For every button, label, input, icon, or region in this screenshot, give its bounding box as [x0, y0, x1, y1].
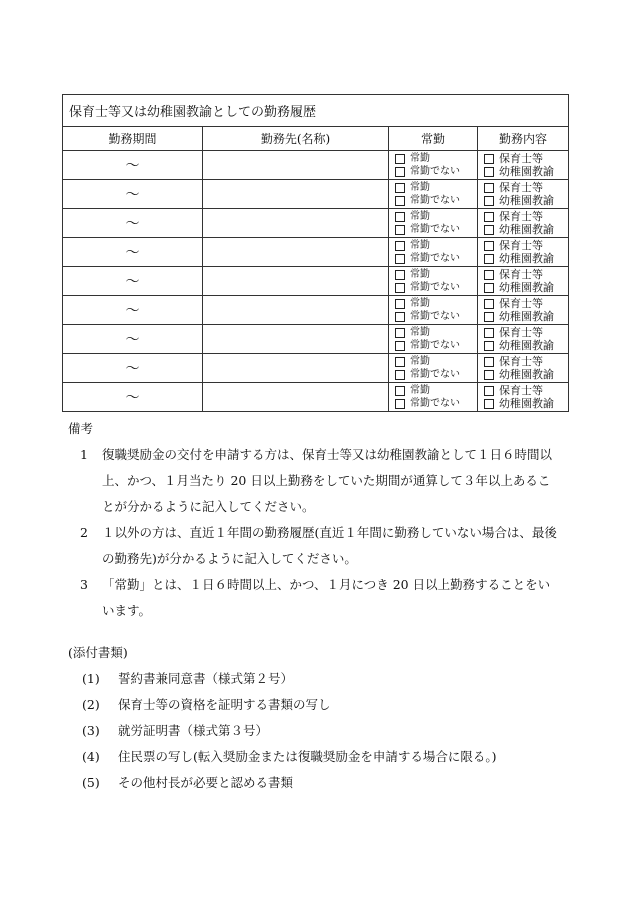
- work-content-option-label: 保育士等: [499, 181, 543, 194]
- checkbox-icon[interactable]: [484, 370, 494, 380]
- attachment-text: 保育士等の資格を証明する書類の写し: [118, 697, 331, 712]
- fulltime-cell: [389, 325, 478, 354]
- fulltime-option[interactable]: [395, 310, 477, 323]
- table-title: 保育士等又は幼稚園教諭としての勤務履歴: [63, 95, 569, 127]
- fulltime-option-label: 常勤: [410, 298, 430, 309]
- note-item: [62, 442, 562, 520]
- header-work-content: 勤務内容: [478, 127, 569, 151]
- work-content-option-label: 幼稚園教諭: [499, 368, 554, 381]
- checkbox-icon[interactable]: [395, 225, 405, 235]
- checkbox-icon[interactable]: [395, 270, 405, 280]
- work-content-option[interactable]: [484, 281, 568, 294]
- checkbox-icon[interactable]: [484, 328, 494, 338]
- period-cell[interactable]: ～: [63, 296, 203, 325]
- fulltime-option[interactable]: [395, 210, 477, 223]
- checkbox-icon[interactable]: [395, 312, 405, 322]
- fulltime-option-label: 常勤でない: [410, 311, 460, 322]
- employer-cell[interactable]: [203, 325, 389, 354]
- table-row: [63, 354, 569, 383]
- employer-cell[interactable]: [203, 209, 389, 238]
- work-content-cell: [478, 180, 569, 209]
- fulltime-cell: [389, 238, 478, 267]
- note-text: １以外の方は、直近１年間の勤務履歴(直近１年間に勤務していない場合は、最後の勤務先)が分かるように記入してください。: [102, 525, 557, 566]
- work-content-cell: [478, 238, 569, 267]
- fulltime-option[interactable]: [395, 268, 477, 281]
- attachment-item: [68, 744, 558, 770]
- table-row: [63, 267, 569, 296]
- checkbox-icon[interactable]: [395, 357, 405, 367]
- header-period: 勤務期間: [63, 127, 203, 151]
- checkbox-icon[interactable]: [395, 370, 405, 380]
- table-header-row: [63, 127, 569, 151]
- checkbox-icon[interactable]: [484, 241, 494, 251]
- checkbox-icon[interactable]: [395, 328, 405, 338]
- attachment-number: (4): [82, 749, 100, 764]
- fulltime-option[interactable]: [395, 326, 477, 339]
- fulltime-cell: [389, 151, 478, 180]
- work-content-option[interactable]: [484, 181, 568, 194]
- note-item: [62, 520, 562, 572]
- attachment-number: (1): [82, 671, 100, 686]
- work-content-option-label: 幼稚園教諭: [499, 252, 554, 265]
- note-text: 「常勤」とは、１日６時間以上、かつ、１月につき 20 日以上勤務することをいいます。: [102, 577, 551, 618]
- fulltime-option-label: 常勤: [410, 327, 430, 338]
- fulltime-option[interactable]: [395, 194, 477, 207]
- checkbox-icon[interactable]: [395, 241, 405, 251]
- work-content-option-label: 幼稚園教諭: [499, 223, 554, 236]
- work-content-option[interactable]: [484, 368, 568, 381]
- period-cell[interactable]: ～: [63, 325, 203, 354]
- attachments-heading: (添付書類): [68, 645, 128, 660]
- work-content-option-label: 幼稚園教諭: [499, 339, 554, 352]
- fulltime-option[interactable]: [395, 339, 477, 352]
- checkbox-icon[interactable]: [484, 386, 494, 396]
- checkbox-icon[interactable]: [484, 270, 494, 280]
- checkbox-icon[interactable]: [484, 225, 494, 235]
- fulltime-option-label: 常勤: [410, 240, 430, 251]
- work-content-cell: [478, 209, 569, 238]
- period-cell[interactable]: ～: [63, 209, 203, 238]
- work-content-option[interactable]: [484, 297, 568, 310]
- work-content-option-label: 保育士等: [499, 268, 543, 281]
- work-content-option-label: 保育士等: [499, 239, 543, 252]
- work-content-cell: [478, 151, 569, 180]
- work-content-option[interactable]: [484, 384, 568, 397]
- period-cell[interactable]: ～: [63, 383, 203, 412]
- fulltime-option-label: 常勤: [410, 153, 430, 164]
- work-content-option-label: 保育士等: [499, 326, 543, 339]
- work-content-option-label: 保育士等: [499, 152, 543, 165]
- table-row: [63, 238, 569, 267]
- checkbox-icon[interactable]: [395, 167, 405, 177]
- table-row: [63, 180, 569, 209]
- fulltime-option-label: 常勤: [410, 211, 430, 222]
- attachment-number: (5): [82, 775, 100, 790]
- work-content-cell: [478, 267, 569, 296]
- work-content-option[interactable]: [484, 165, 568, 178]
- checkbox-icon[interactable]: [484, 167, 494, 177]
- fulltime-cell: [389, 180, 478, 209]
- fulltime-option[interactable]: [395, 239, 477, 252]
- attachment-item: [68, 692, 558, 718]
- work-content-option[interactable]: [484, 355, 568, 368]
- checkbox-icon[interactable]: [395, 154, 405, 164]
- checkbox-icon[interactable]: [484, 283, 494, 293]
- attachment-text: 誓約書兼同意書（様式第２号）: [118, 671, 294, 686]
- fulltime-option[interactable]: [395, 397, 477, 410]
- employer-cell[interactable]: [203, 180, 389, 209]
- fulltime-option-label: 常勤: [410, 356, 430, 367]
- checkbox-icon[interactable]: [395, 341, 405, 351]
- fulltime-option-label: 常勤でない: [410, 253, 460, 264]
- fulltime-option[interactable]: [395, 181, 477, 194]
- attachment-text: 就労証明書（様式第３号）: [118, 723, 269, 738]
- fulltime-option-label: 常勤でない: [410, 340, 460, 351]
- fulltime-option[interactable]: [395, 384, 477, 397]
- note-number: 1: [80, 447, 88, 462]
- fulltime-option[interactable]: [395, 223, 477, 236]
- checkbox-icon[interactable]: [484, 341, 494, 351]
- work-content-option[interactable]: [484, 152, 568, 165]
- fulltime-option-label: 常勤でない: [410, 224, 460, 235]
- work-content-option[interactable]: [484, 194, 568, 207]
- fulltime-option-label: 常勤でない: [410, 398, 460, 409]
- work-content-option-label: 幼稚園教諭: [499, 397, 554, 410]
- work-content-cell: [478, 296, 569, 325]
- work-content-cell: [478, 325, 569, 354]
- work-content-option-label: 幼稚園教諭: [499, 281, 554, 294]
- fulltime-option[interactable]: [395, 355, 477, 368]
- work-content-option-label: 幼稚園教諭: [499, 194, 554, 207]
- work-content-option-label: 幼稚園教諭: [499, 310, 554, 323]
- work-content-option[interactable]: [484, 223, 568, 236]
- checkbox-icon[interactable]: [395, 399, 405, 409]
- employer-cell[interactable]: [203, 238, 389, 267]
- table-row: [63, 325, 569, 354]
- work-content-option-label: 保育士等: [499, 210, 543, 223]
- work-content-cell: [478, 383, 569, 412]
- table-row: [63, 151, 569, 180]
- work-content-option[interactable]: [484, 252, 568, 265]
- period-cell[interactable]: ～: [63, 238, 203, 267]
- work-content-option[interactable]: [484, 397, 568, 410]
- work-history-table: [62, 94, 569, 412]
- employer-cell[interactable]: [203, 383, 389, 412]
- checkbox-icon[interactable]: [395, 212, 405, 222]
- work-content-option[interactable]: [484, 239, 568, 252]
- fulltime-option[interactable]: [395, 368, 477, 381]
- attachment-text: その他村長が必要と認める書類: [118, 775, 294, 790]
- attachment-number: (3): [82, 723, 100, 738]
- employer-cell[interactable]: [203, 267, 389, 296]
- checkbox-icon[interactable]: [395, 283, 405, 293]
- work-content-option[interactable]: [484, 339, 568, 352]
- fulltime-option-label: 常勤でない: [410, 166, 460, 177]
- work-content-option[interactable]: [484, 210, 568, 223]
- fulltime-cell: [389, 267, 478, 296]
- note-number: 2: [80, 525, 88, 540]
- checkbox-icon[interactable]: [484, 357, 494, 367]
- fulltime-option-label: 常勤でない: [410, 282, 460, 293]
- checkbox-icon[interactable]: [484, 154, 494, 164]
- attachment-item: [68, 666, 558, 692]
- fulltime-option[interactable]: [395, 281, 477, 294]
- employer-cell[interactable]: [203, 151, 389, 180]
- checkbox-icon[interactable]: [484, 183, 494, 193]
- work-content-option-label: 保育士等: [499, 355, 543, 368]
- fulltime-cell: [389, 296, 478, 325]
- fulltime-option[interactable]: [395, 297, 477, 310]
- checkbox-icon[interactable]: [395, 196, 405, 206]
- employer-cell[interactable]: [203, 354, 389, 383]
- checkbox-icon[interactable]: [484, 254, 494, 264]
- note-number: 3: [80, 577, 88, 592]
- work-content-option[interactable]: [484, 268, 568, 281]
- work-content-option-label: 保育士等: [499, 297, 543, 310]
- fulltime-cell: [389, 383, 478, 412]
- fulltime-option-label: 常勤: [410, 269, 430, 280]
- notes-heading: 備考: [68, 421, 94, 436]
- fulltime-option[interactable]: [395, 252, 477, 265]
- employer-cell[interactable]: [203, 296, 389, 325]
- period-cell[interactable]: ～: [63, 354, 203, 383]
- checkbox-icon[interactable]: [395, 299, 405, 309]
- work-content-option-label: 幼稚園教諭: [499, 165, 554, 178]
- note-item: [62, 572, 562, 624]
- attachment-number: (2): [82, 697, 100, 712]
- header-fulltime: 常勤: [389, 127, 478, 151]
- fulltime-option-label: 常勤でない: [410, 195, 460, 206]
- work-content-cell: [478, 354, 569, 383]
- work-content-option[interactable]: [484, 310, 568, 323]
- checkbox-icon[interactable]: [484, 299, 494, 309]
- fulltime-option[interactable]: [395, 152, 477, 165]
- table-row: [63, 383, 569, 412]
- table-row: [63, 209, 569, 238]
- header-employer: 勤務先(名称): [203, 127, 389, 151]
- fulltime-option-label: 常勤: [410, 385, 430, 396]
- fulltime-option-label: 常勤: [410, 182, 430, 193]
- table-row: [63, 296, 569, 325]
- period-cell[interactable]: ～: [63, 267, 203, 296]
- work-content-option-label: 保育士等: [499, 384, 543, 397]
- checkbox-icon[interactable]: [395, 183, 405, 193]
- fulltime-option[interactable]: [395, 165, 477, 178]
- checkbox-icon[interactable]: [395, 254, 405, 264]
- checkbox-icon[interactable]: [395, 386, 405, 396]
- note-text: 復職奨励金の交付を申請する方は、保育士等又は幼稚園教諭として１日６時間以上、かつ、１月当たり 20 日以上勤務をしていた期間が通算して３年以上あることが分かるように記入してください。: [102, 447, 553, 514]
- notes-section: [62, 416, 562, 624]
- work-content-option[interactable]: [484, 326, 568, 339]
- period-cell[interactable]: ～: [63, 151, 203, 180]
- attachment-text: 住民票の写し(転入奨励金または復職奨励金を申請する場合に限る。): [118, 749, 497, 764]
- fulltime-option-label: 常勤でない: [410, 369, 460, 380]
- checkbox-icon[interactable]: [484, 196, 494, 206]
- checkbox-icon[interactable]: [484, 312, 494, 322]
- checkbox-icon[interactable]: [484, 212, 494, 222]
- attachments-section: [68, 640, 558, 796]
- attachment-item: [68, 770, 558, 796]
- fulltime-cell: [389, 209, 478, 238]
- checkbox-icon[interactable]: [484, 399, 494, 409]
- attachment-item: [68, 718, 558, 744]
- period-cell[interactable]: ～: [63, 180, 203, 209]
- fulltime-cell: [389, 354, 478, 383]
